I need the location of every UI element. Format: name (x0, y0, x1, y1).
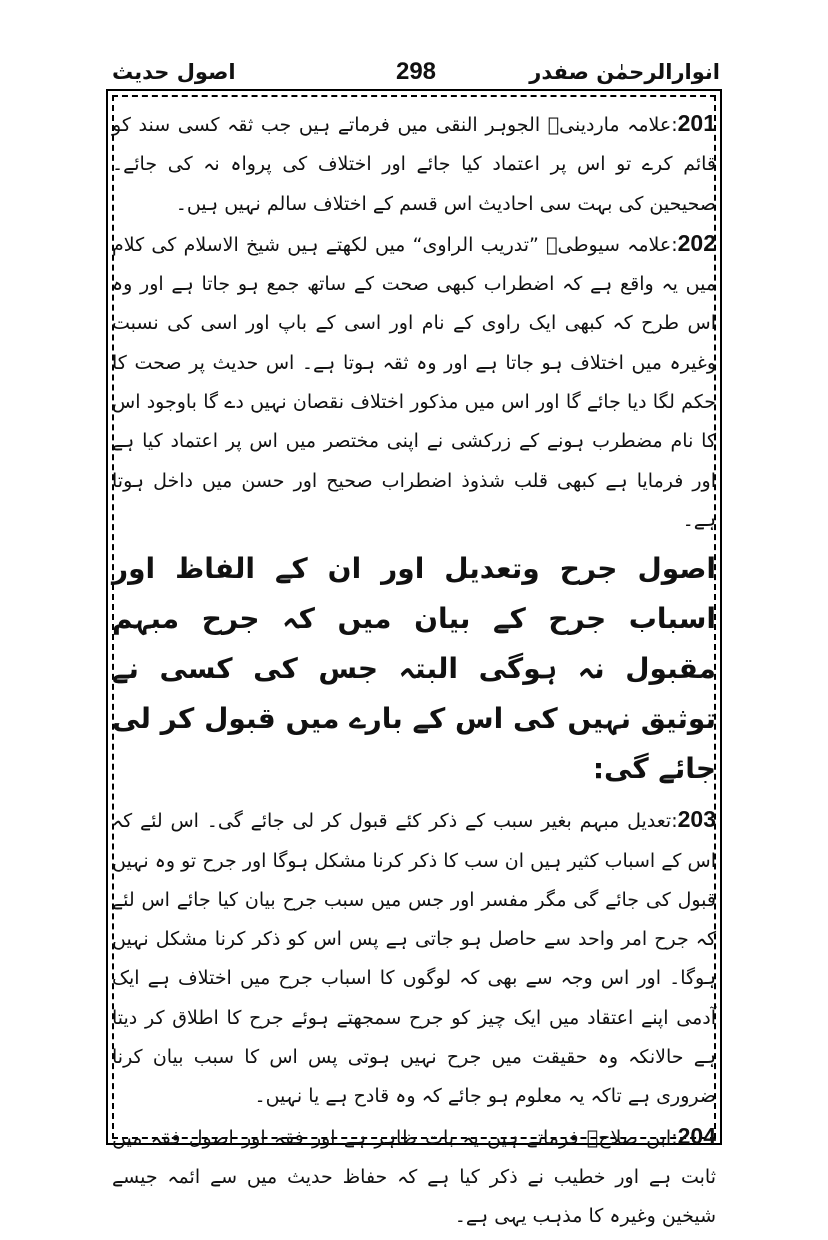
paragraph-202 (112, 224, 716, 540)
page-content (112, 104, 716, 1237)
paragraph-203 (112, 800, 716, 1116)
paragraph-number: 204 (677, 1122, 716, 1149)
paragraph-number: 202 (677, 229, 716, 256)
paragraph-text: :علامہ سیوطیؒ ”تدریب الراوی“ میں لکھتے ہیں شیخ الاسلام کی کلام میں یہ واقع ہے کہ اضطراب کبھی صحت کے ساتھ جمع ہو جاتا ہے اور وہ اس طرح کہ کبھی ایک راوی کے نام اور اسی کے باپ اور اسی کی نسبت وغیرہ میں اختلاف ہو جاتا ہے اور وہ ثقہ ہوتا ہے۔ اس حدیث پر صحت کا حکم لگا دیا جائے گا اور اس میں مذکور اختلاف نقصان نہیں دے گا باوجود اس کا نام مضطرب ہونے کے زرکشی نے اپنی مختصر میں اس پر اعتماد کیا ہے اور فرمایا ہے کبھی قلب شذوذ اضطراب صحیح اور حسن میں داخل ہوتا ہے۔ (112, 233, 716, 531)
paragraph-number: 203 (677, 806, 716, 833)
chapter-title: اصول حدیث (112, 60, 236, 84)
paragraph-201 (112, 104, 716, 224)
paragraph-number: 201 (677, 110, 716, 136)
page-header (112, 56, 720, 90)
section-heading: اصول جرح وتعدیل اور ان کے الفاظ اور اسباب جرح کے بیان میں کہ جرح مبہم مقبول نہ ہوگی البتہ جس کی کسی نے توثیق نہیں کی اس کے بارے میں قبول کر لی جائے گی: (112, 552, 716, 786)
paragraph-text: :علامہ ماردینیؒ الجوہر النقی میں فرماتے ہیں جب ثقہ کسی سند کو قائم کرے تو اس پر اعتماد کیا جائے اور اختلاف کی پرواہ نہ کی جائے۔ صحیحین کی بہت سی احادیث اس قسم کے اختلاف سالم نہیں ہیں۔ (112, 114, 716, 215)
paragraph-text: :تعدیل مبہم بغیر سبب کے ذکر کئے قبول کر لی جائے گی۔ اس لئے کہ اس کے اسباب کثیر ہیں ان سب کا ذکر کرنا مشکل ہوگا اور جرح تو وہ نہیں قبول کی جائے گی مگر مفسر اور جس میں سبب جرح بیان کیا جائے اس لئے کہ جرح امر واحد سے حاصل ہو جاتی ہے پس اس کو ذکر کرنا مشکل نہیں ہوگا۔ اور اس وجہ سے بھی کہ لوگوں کا اسباب جرح میں اختلاف ہے ایک آدمی اپنے اعتقاد میں ایک چیز کو جرح سمجھتے ہوئے جرح کا اطلاق کر دیتا ہے حالانکہ وہ حقیقت میں جرح نہیں ہوتی پس اس کا سبب بیان کرنا ضروری ہے تاکہ یہ معلوم ہو جائے کہ وہ قادح ہے یا نہیں۔ (112, 810, 716, 1108)
paragraph-204 (112, 1117, 716, 1237)
page-number: 298 (395, 58, 437, 85)
book-title: انوارالرحمٰن صفدر (529, 60, 720, 84)
paragraph-text: :ابن صلاحؒ فرماتے ہیں یہ بات ظاہر ہے اور فقہ اور اصول فقہ میں ثابت ہے اور خطیب نے ذکر کیا ہے کہ حفاظ حدیث میں سے ائمہ جیسے شیخین وغیرہ کا مذہب یہی ہے۔ (112, 1126, 716, 1228)
